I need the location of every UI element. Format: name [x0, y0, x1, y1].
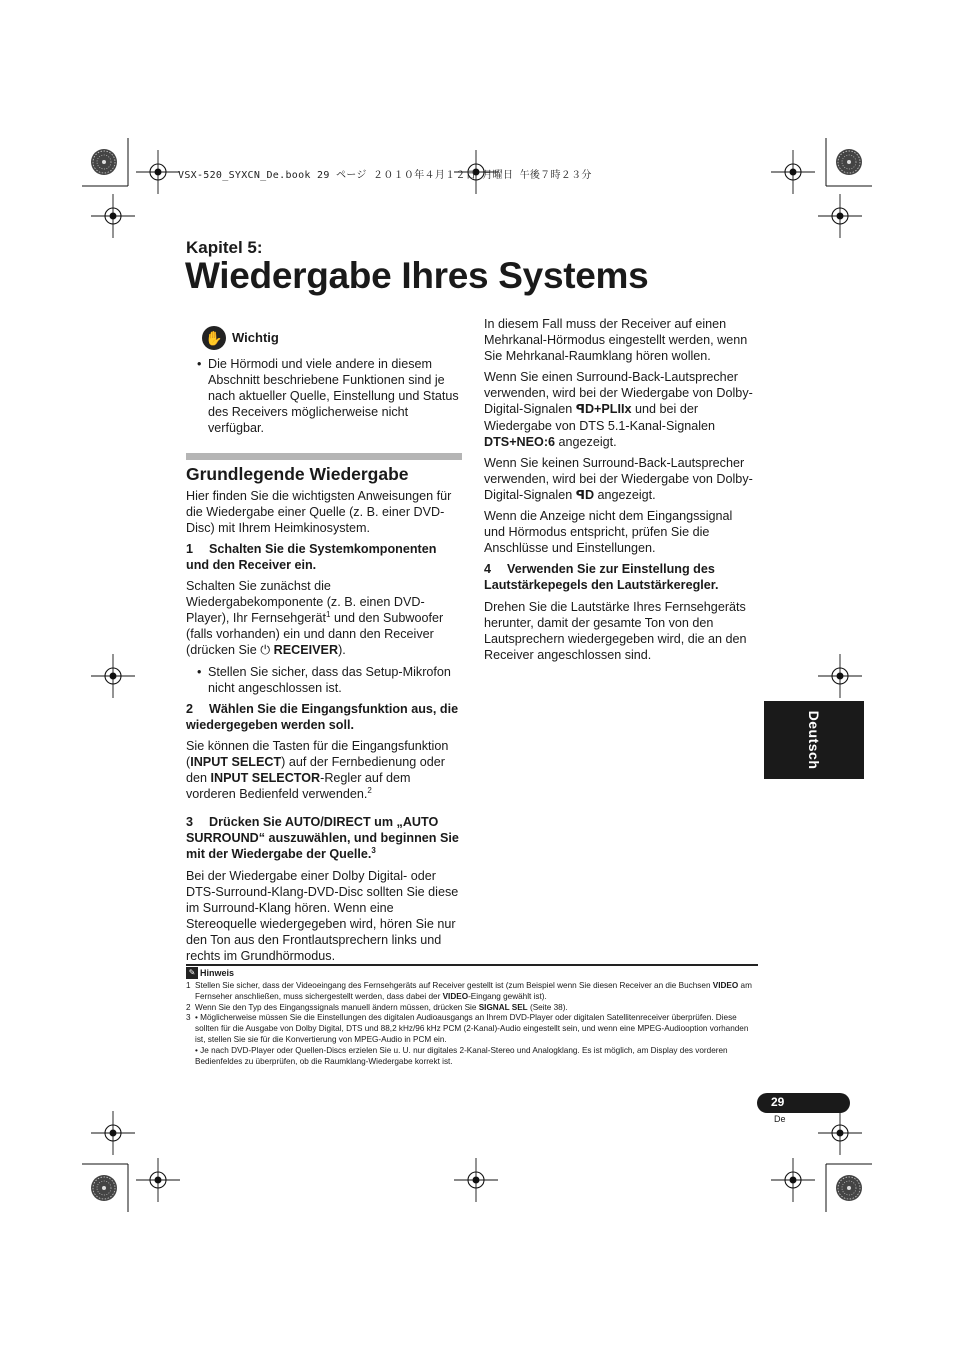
footnote-3b: • Je nach DVD-Player oder Quellen-Discs erzielen Sie u. U. nur digitales 2-Kanal-Stereo und Analogklang. Es ist möglich, am Display des vorderen Bedienfeldes zu überprüfen, ob die Raumklang-Wiedergabe korrekt ist.: [195, 1045, 728, 1066]
footnote-ref-1: 1: [326, 610, 331, 620]
section-divider-bar: [186, 453, 462, 460]
right-column: [484, 316, 756, 668]
left-column: [186, 322, 462, 969]
dolby-pliix-indicator: ꟼD+PLIIx: [575, 402, 632, 417]
footnotes: [186, 967, 760, 1067]
footnote-2: 2 Wenn Sie den Typ des Eingangssignals manuell ändern müssen, drücken Sie SIGNAL SEL (Seite 38).: [186, 1002, 568, 1012]
book-header-line: VSX-520_SYXCN_De.book 29 ページ ２０１０年４月１２日 月曜日 午後７時２３分: [178, 170, 592, 181]
footnote-ref-3: 3: [371, 846, 376, 856]
step-1-bullet: • Stellen Sie sicher, dass das Setup-Mikrofon nicht angeschlossen ist.: [186, 664, 462, 696]
page-number: 29: [771, 1095, 785, 1109]
right-paragraph-4: Wenn die Anzeige nicht dem Eingangssignal und Hörmodus entspricht, prüfen Sie die Anschlüsse und Einstellungen.: [484, 509, 733, 556]
page-number-pill: [757, 1093, 850, 1113]
right-paragraph-3: Wenn Sie keinen Surround-Back-Lautsprecher verwenden, wird bei der Wiedergabe von Dolby-Digital-Signalen ꟼD angezeigt.: [484, 455, 753, 502]
language-tab: [764, 701, 864, 779]
section-intro: Hier finden Sie die wichtigsten Anweisungen für die Wiedergabe einer Quelle (z. B. einer DVD-Disc) mit Ihrem Heimkinosystem.: [186, 488, 452, 535]
section-title: Grundlegende Wiedergabe: [186, 464, 409, 485]
footnote-3: 3 • Möglicherweise müssen Sie die Einstellungen des digitalen Audioausgangs an Ihrem DVD-Player oder digitalen Satellitenreceiver überprüfen. Diese sollten für die Ausgabe von Dolby Digital, DTS und 88,2 kHz/96 kHz PCM (2-Kanal)-Audio eingestellt sein, und wenn eine MPEG-Audiooption vorhanden ist, stellen Sie sie für die Konvertierung von MPEG-Audio in PCM ein.: [186, 1013, 749, 1044]
step-4-body: Drehen Sie die Lautstärke Ihres Fernsehgeräts herunter, damit der gesamte Ton von den Lautsprechern wiedergegeben wird, die an den Receiver angeschlossen sind.: [484, 599, 747, 662]
pencil-icon: ✎: [186, 967, 198, 979]
footnote-rule: [186, 964, 758, 966]
dolby-digital-indicator: ꟼD: [575, 487, 595, 502]
page-language-code: De: [774, 1114, 786, 1124]
dts-neo6-indicator: DTS+NEO:6: [484, 434, 556, 449]
footnote-1: 1 Stellen Sie sicher, dass der Videoeingang des Fernsehgeräts auf Receiver gestellt ist (zum Beispiel wenn Sie diesen Receiver an die Buchsen VIDEO am Fernseher anschließen, muss sichergestellt werden, dass dabei der VIDEO-Eingang gewählt ist).: [186, 981, 752, 1001]
language-label: Deutsch: [806, 710, 822, 770]
power-icon: ⏻: [260, 643, 271, 658]
step-2-body: Sie können die Tasten für die Eingangsfunktion (INPUT SELECT) auf der Fernbedienung oder den INPUT SELECTOR-Regler auf dem vorderen Bedienfeld verwenden.$^2$: [186, 738, 449, 802]
notes-heading: [186, 967, 760, 979]
important-label: Wichtig: [232, 329, 279, 345]
right-paragraph-1: In diesem Fall muss der Receiver auf einen Mehrkanal-Hörmodus eingestellt werden, wenn Sie Mehrkanal-Raumklang hören wollen.: [484, 317, 748, 364]
footnote-ref-2: 2: [367, 785, 372, 795]
step-4-heading: 4 Verwenden Sie zur Einstellung des Lautstärkepegels den Lautstärkeregler.: [484, 562, 719, 593]
step-2-heading: 2 Wählen Sie die Eingangsfunktion aus, die wiedergegeben werden soll.: [186, 701, 459, 732]
right-paragraph-2: Wenn Sie einen Surround-Back-Lautsprecher verwenden, wird bei der Wiedergabe von Dolby-Digital-Signalen ꟼD+PLIIx und bei der Wiedergabe von DTS 5.1-Kanal-Signalen DTS+NEO:6 angezeigt.: [484, 370, 753, 449]
important-heading: [202, 326, 462, 350]
hand-icon: ✋: [202, 326, 226, 350]
chapter-title: Wiedergabe Ihres Systems: [185, 255, 649, 296]
step-3-heading: 3 Drücken Sie AUTO/DIRECT um „AUTO SURROUND“ auszuwählen, und beginnen Sie mit der Wiedergabe der Quelle.$^3$: [186, 815, 459, 862]
step-1-heading: 1 Schalten Sie die Systemkomponenten und den Receiver ein.: [186, 541, 437, 572]
step-1-body: Schalten Sie zunächst die Wiedergabekomponente (z. B. einen DVD-Player), Ihr Fernsehgerät$^1$ und den Subwoofer (falls vorhanden) ein und dann den Receiver (drücken Sie ⏻ RECEIVER).: [186, 579, 444, 658]
notes-label: Hinweis: [200, 967, 235, 978]
step-3-body: Bei der Wiedergabe einer Dolby Digital- oder DTS-Surround-Klang-DVD-Disc sollten Sie diese im Surround-Klang hören. Wenn eine Stereoquelle wiedergegeben wird, hören Sie nur den Ton aus den Frontlautsprechern links und rechts im Grundhörmodus.: [186, 868, 459, 963]
chapter-label: Kapitel 5:: [186, 238, 263, 257]
important-bullet: • Die Hörmodi und viele andere in diesem Abschnitt beschriebene Funktionen sind je nach aktueller Quelle, Einstellung und Status des Receivers möglicherweise nicht verfügbar.: [186, 356, 462, 436]
